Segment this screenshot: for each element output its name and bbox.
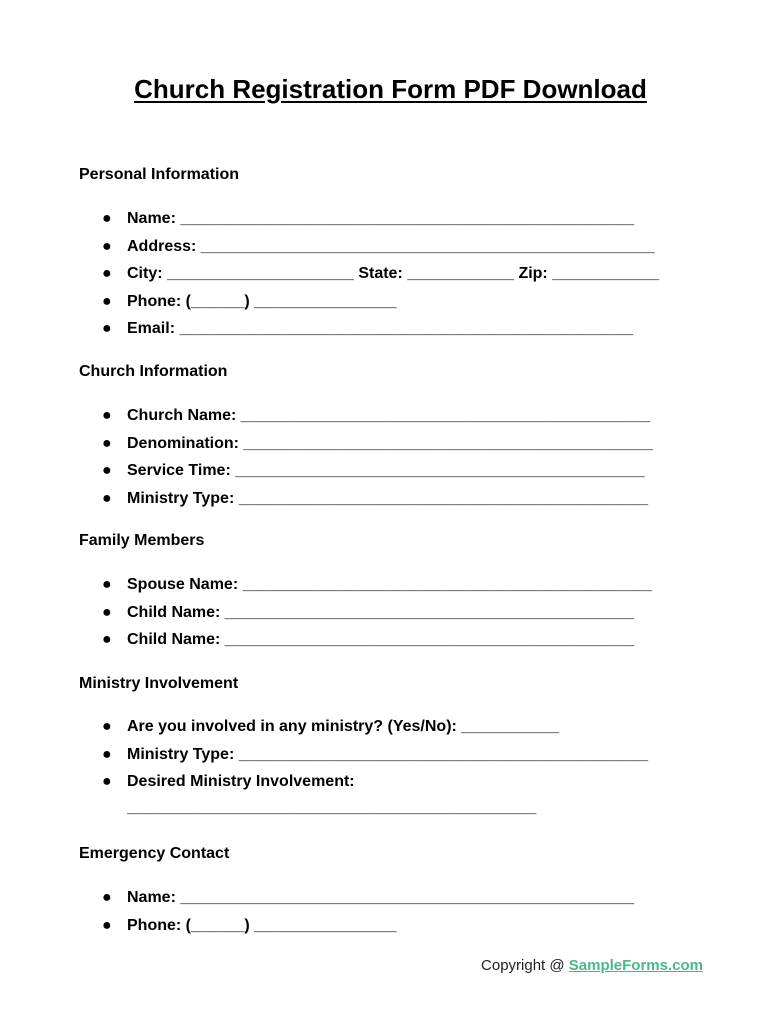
bullet: ● [102, 889, 112, 906]
field-email-label: Email: ___________________________________________________ [127, 320, 634, 338]
field-church-name-label: Church Name: ______________________________________________ [127, 407, 651, 424]
field-city-state-zip-label: City: _____________________ State: ____________ Zip: ____________ [127, 265, 659, 283]
brand-link[interactable]: SampleForms.com [568, 957, 703, 974]
bullet: ● [102, 718, 112, 735]
section-heading-ministry: Ministry Involvement [79, 675, 239, 692]
bullet: ● [102, 265, 112, 283]
bullet: ● [102, 462, 112, 480]
desired-ministry-input-line[interactable]: ______________________________________________ [127, 799, 537, 816]
bullet: ● [102, 292, 112, 310]
field-child-name-label: Child Name: ______________________________________________ [127, 603, 635, 621]
field-ministry-type-label: Ministry Type: ______________________________________________ [127, 745, 649, 763]
bullet: ● [102, 407, 112, 424]
section-heading-personal: Personal Information [79, 166, 240, 183]
bullet: ● [102, 489, 112, 507]
field-child-name-label: Child Name: ______________________________________________ [127, 631, 635, 649]
field-service-time-label: Service Time: ______________________________________________ [127, 462, 645, 480]
section-heading-church: Church Information [79, 363, 228, 380]
bullet: ● [102, 320, 112, 338]
field-emergency-phone-label: Phone: (______) ________________ [127, 916, 397, 934]
field-ministry-type-label: Ministry Type: ______________________________________________ [127, 489, 649, 507]
bullet: ● [102, 773, 112, 791]
field-spouse-name-label: Spouse Name: ______________________________________________ [127, 576, 652, 593]
field-emergency-name-label: Name: ___________________________________________________ [127, 889, 635, 906]
bullet: ● [102, 237, 112, 255]
field-involved-in-ministry-label: Are you involved in any ministry? (Yes/No): ___________ [127, 718, 560, 735]
copyright-footer [481, 957, 703, 974]
field-phone-label: Phone: (______) ________________ [127, 292, 397, 310]
bullet: ● [102, 576, 112, 593]
field-name-label: Name: ___________________________________________________ [127, 210, 635, 227]
section-heading-family: Family Members [79, 532, 205, 549]
bullet: ● [102, 434, 112, 452]
copyright-prefix: Copyright @ [481, 957, 569, 974]
field-denomination-label: Denomination: ______________________________________________ [127, 434, 653, 452]
bullet: ● [102, 916, 112, 934]
section-heading-emergency: Emergency Contact [79, 845, 230, 862]
bullet: ● [102, 631, 112, 649]
bullet: ● [102, 603, 112, 621]
bullet: ● [102, 745, 112, 763]
bullet: ● [102, 210, 112, 227]
field-desired-ministry-label: Desired Ministry Involvement: [127, 773, 355, 791]
page-title: Church Registration Form PDF Download [134, 74, 647, 104]
field-address-label: Address: ___________________________________________________ [127, 237, 655, 255]
